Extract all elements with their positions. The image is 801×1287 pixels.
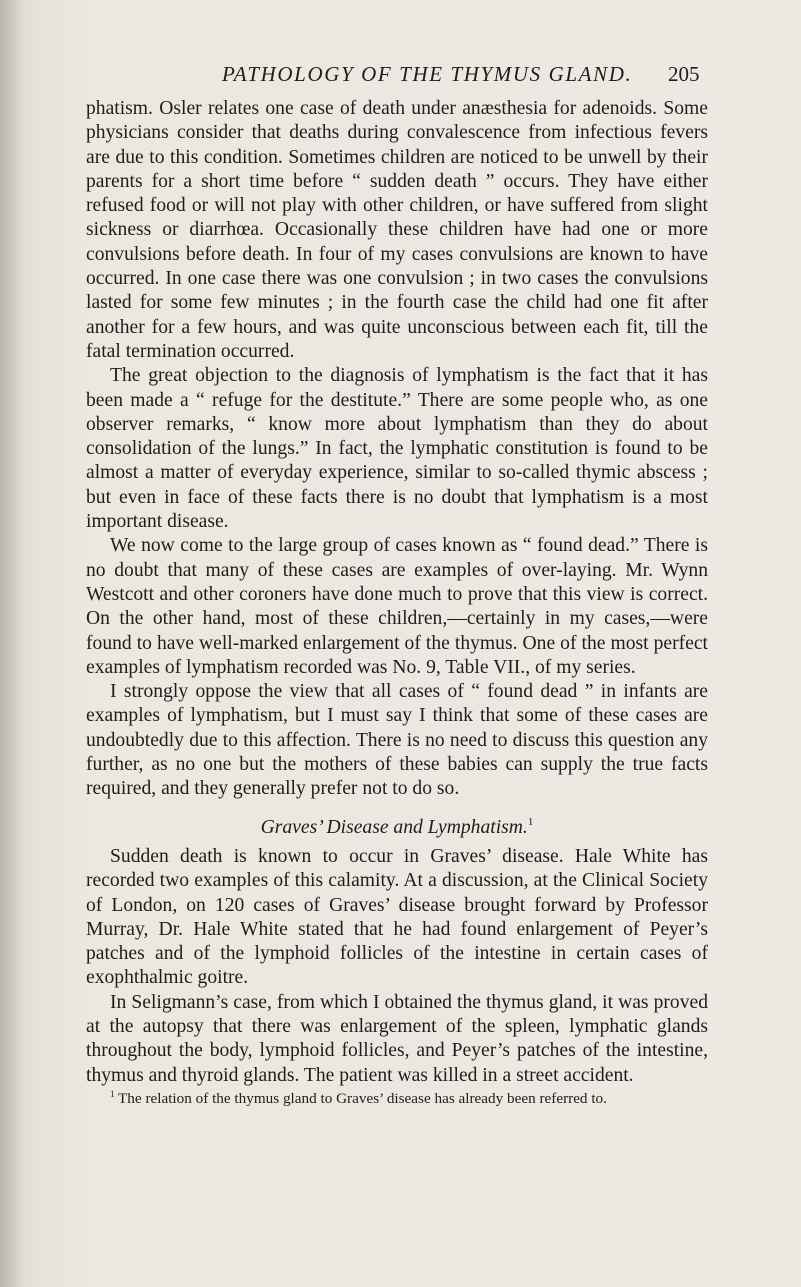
page-header <box>0 62 801 92</box>
footnote-marker: 1 <box>110 1088 115 1099</box>
paragraph: We now come to the large group of cases known as “ found dead.” There is no doubt that many of these cases are examples of over-laying. Mr. Wynn Westcott and other coroners have done much to prove that this view is correct. On the other hand, most of these children,—certainly in my cases,—were found to have well-marked enlargement of the thymus. One of the most perfect examples of lymphatism recorded was No. 9, Table VII., of my series. <box>86 535 708 678</box>
footnote <box>86 1089 708 1109</box>
paragraph: phatism. Osler relates one case of death under anæsthesia for adenoids. Some physicians consider that deaths during convalescence from infectious fevers are due to this condition. Sometimes children are noticed to be unwell by their parents for a short time before “ sudden death ” occurs. They have either refused food or will not play with other children, or have suffered from slight sickness or diarrhœa. Occasionally these children have had one or more convulsions before death. In four of my cases convulsions are known to have occurred. In one case there was one convulsion ; in two cases the convulsions lasted for some few minutes ; in the fourth case the child had one fit after another for a few hours, and was quite unconscious between each fit, till the fatal termination occurred. <box>86 98 708 362</box>
page-gutter-shadow <box>0 0 22 1287</box>
paragraph: I strongly oppose the view that all cases of “ found dead ” in infants are examples of lymphatism, but I must say I think that some of these cases are undoubtedly due to this affection. There is no need to discuss this question any further, as no one but the mothers of these babies can supply the true facts required, and they generally prefer not to do so. <box>86 681 708 800</box>
section-heading <box>86 816 708 840</box>
page-number: 205 <box>668 62 700 86</box>
running-head: PATHOLOGY OF THE THYMUS GLAND. <box>222 62 633 86</box>
paragraph: In Seligmann’s case, from which I obtained the thymus gland, it was proved at the autopsy that there was enlargement of the spleen, lymphatic glands throughout the body, lymphoid follicles, and Peyer’s patches of the intestine, thymus and thyroid glands. The patient was killed in a street accident. <box>86 991 708 1086</box>
paragraph: Sudden death is known to occur in Graves’ disease. Hale White has recorded two examples of this calamity. At a discussion, at the Clinical Society of London, on 120 cases of Graves’ disease brought forward by Professor Murray, Dr. Hale White stated that he had found enlargement of Peyer’s patches and of the lymphoid follicles of the intestine in certain cases of exophthalmic goitre. <box>86 845 708 989</box>
section-heading-text: Graves’ Disease and Lymphatism. <box>260 816 528 838</box>
body-text <box>86 97 708 1109</box>
footnote-reference: 1 <box>527 815 534 828</box>
paragraph: The great objection to the diagnosis of lymphatism is the fact that it has been made a “ refuge for the destitute.” There are some people who, as one observer remarks, “ know more about lymphatism than they do about consolidation of the lungs.” In fact, the lymphatic constitution is found to be almost a matter of everyday experience, similar to so-called thymic abscess ; but even in face of these facts there is no doubt that lymphatism is a most important disease. <box>86 365 708 533</box>
footnote-text: The relation of the thymus gland to Graves’ disease has already been referred to. <box>118 1089 607 1107</box>
